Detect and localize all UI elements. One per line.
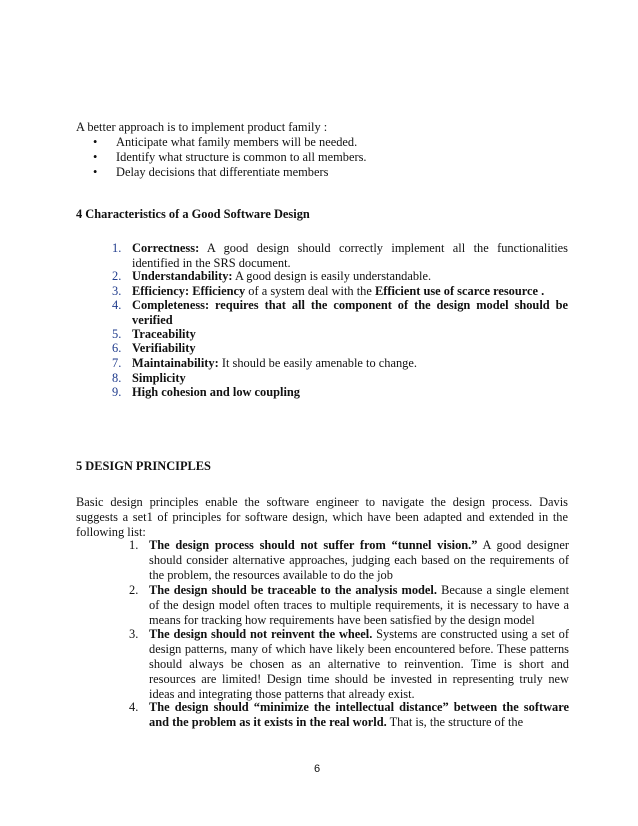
- list-item-cohesion: High cohesion and low coupling: [132, 385, 301, 399]
- list-number: 1.: [112, 241, 122, 255]
- section5-heading: 5 DESIGN PRINCIPLES: [76, 459, 211, 473]
- list-number: 7.: [112, 356, 122, 370]
- intro-lead: A better approach is to implement product family :: [76, 120, 328, 134]
- list-item-completeness: Completeness: requires that all the component of the design model should be verified: [132, 298, 568, 327]
- list-number: 9.: [112, 385, 122, 399]
- bullet-icon: •: [93, 165, 98, 179]
- principle-reinvent-wheel: The design should not reinvent the wheel. Systems are constructed using a set of design patterns, many of which have likely been encountered before. These patterns should always be chosen as an alternative to reinvention. Time is short and resources are limited! Design time should be invested in representing truly new ideas and integrating those patterns that already exist.: [149, 627, 569, 701]
- list-number: 4.: [129, 700, 139, 714]
- list-item-correctness: Correctness: A good design should correctly implement all the functionalities identified in the SRS document.: [132, 241, 568, 270]
- list-item-simplicity: Simplicity: [132, 371, 186, 385]
- list-number: 4.: [112, 298, 122, 312]
- page-number: 6: [314, 763, 321, 775]
- list-number: 3.: [112, 284, 122, 298]
- list-item-verifiability: Verifiability: [132, 341, 196, 355]
- bullet-icon: •: [93, 135, 98, 149]
- section5-paragraph: Basic design principles enable the software engineer to navigate the design process. Davis suggests a set1 of principles for software design, which have been adapted and extended in the following list:: [76, 495, 568, 539]
- principle-traceable: The design should be traceable to the analysis model. Because a single element of the design model often traces to multiple requirements, it is necessary to have a means for tracking how requirements have been satisfied by the design model: [149, 583, 570, 627]
- intro-bullet: Identify what structure is common to all members.: [116, 150, 367, 164]
- list-item-traceability: Traceability: [132, 327, 196, 341]
- list-number: 5.: [112, 327, 122, 341]
- list-number: 2.: [112, 269, 122, 283]
- intro-bullet: Anticipate what family members will be needed.: [116, 135, 358, 149]
- list-number: 1.: [129, 538, 139, 552]
- list-number: 2.: [129, 583, 139, 597]
- list-item-efficiency: Efficiency: Efficiency of a system deal with the Efficient use of scarce resource .: [132, 284, 545, 298]
- intro-bullet: Delay decisions that differentiate members: [116, 165, 329, 179]
- list-number: 3.: [129, 627, 139, 641]
- list-item-maintainability: Maintainability: It should be easily amenable to change.: [132, 356, 417, 370]
- list-number: 8.: [112, 371, 122, 385]
- list-number: 6.: [112, 341, 122, 355]
- bullet-icon: •: [93, 150, 98, 164]
- principle-tunnel-vision: The design process should not suffer from “tunnel vision.” A good designer should consider alternative approaches, judging each based on the requirements of the problem, the resources available to do the job: [149, 538, 569, 582]
- principle-intellectual-distance: The design should “minimize the intellectual distance” between the software and the problem as it exists in the real world. That is, the structure of the: [149, 700, 569, 729]
- list-item-understandability: Understandability: A good design is easily understandable.: [132, 269, 432, 283]
- section4-heading: 4 Characteristics of a Good Software Design: [76, 207, 310, 221]
